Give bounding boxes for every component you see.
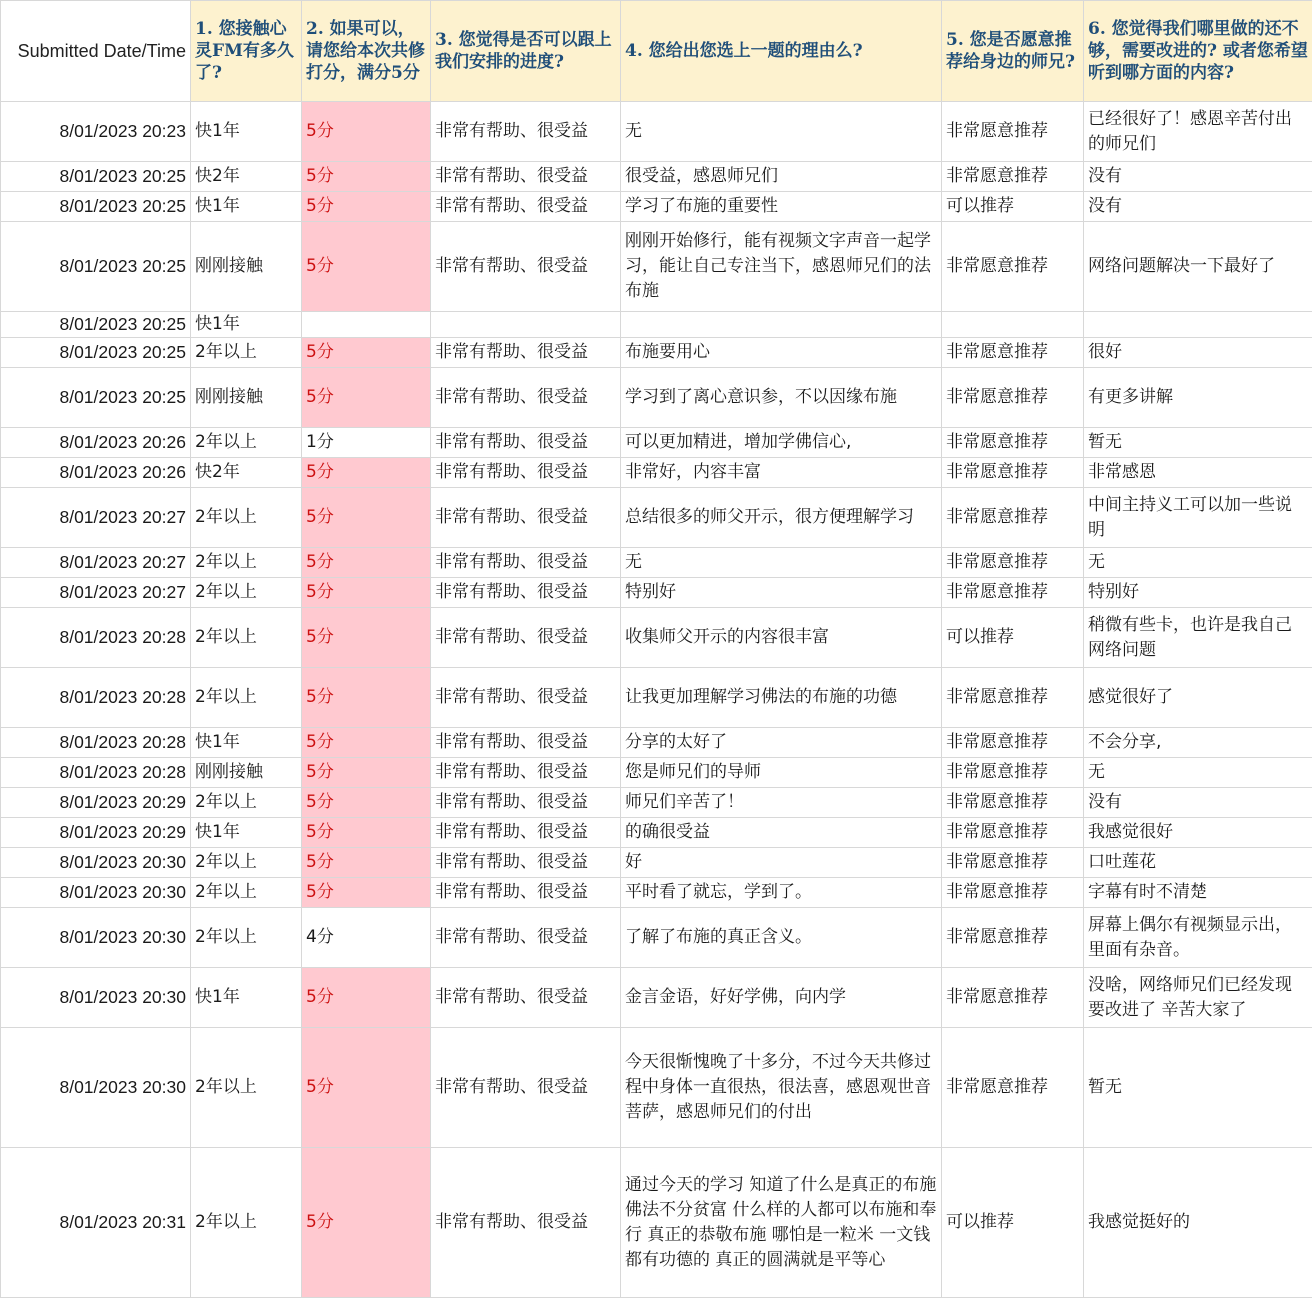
cell-q1-duration[interactable]: 快1年 <box>191 728 302 758</box>
cell-q2-score[interactable]: 5分 <box>302 788 431 818</box>
cell-q6-feedback[interactable]: 暂无 <box>1084 1028 1312 1148</box>
cell-q6-feedback[interactable]: 不会分享, <box>1084 728 1312 758</box>
cell-q1-duration[interactable]: 2年以上 <box>191 848 302 878</box>
cell-submitted[interactable]: 8/01/2023 20:27 <box>1 548 191 578</box>
cell-q3-progress[interactable]: 非常有帮助、很受益 <box>431 818 621 848</box>
cell-submitted[interactable]: 8/01/2023 20:25 <box>1 162 191 192</box>
cell-q2-score[interactable]: 5分 <box>302 578 431 608</box>
cell-q3-progress[interactable]: 非常有帮助、很受益 <box>431 192 621 222</box>
cell-q6-feedback[interactable] <box>1084 312 1312 338</box>
cell-q2-score[interactable]: 5分 <box>302 458 431 488</box>
cell-q5-recommend[interactable]: 非常愿意推荐 <box>942 338 1084 368</box>
cell-q1-duration[interactable]: 刚刚接触 <box>191 222 302 312</box>
table-row <box>1 102 1312 162</box>
col-header-q4[interactable]: 4. 您给出您选上一题的理由么? <box>621 1 942 102</box>
cell-q2-score[interactable]: 5分 <box>302 162 431 192</box>
cell-q3-progress[interactable]: 非常有帮助、很受益 <box>431 848 621 878</box>
table-row <box>1 788 1312 818</box>
cell-submitted[interactable]: 8/01/2023 20:25 <box>1 312 191 338</box>
cell-q3-progress[interactable]: 非常有帮助、很受益 <box>431 758 621 788</box>
cell-submitted[interactable]: 8/01/2023 20:30 <box>1 908 191 968</box>
cell-q1-duration[interactable]: 2年以上 <box>191 548 302 578</box>
cell-q6-feedback[interactable]: 字幕有时不清楚 <box>1084 878 1312 908</box>
cell-q5-recommend[interactable]: 非常愿意推荐 <box>942 578 1084 608</box>
cell-q5-recommend[interactable]: 非常愿意推荐 <box>942 222 1084 312</box>
cell-q3-progress[interactable]: 非常有帮助、很受益 <box>431 338 621 368</box>
cell-q3-progress[interactable]: 非常有帮助、很受益 <box>431 222 621 312</box>
cell-q1-duration[interactable]: 快1年 <box>191 968 302 1028</box>
cell-submitted[interactable]: 8/01/2023 20:25 <box>1 338 191 368</box>
cell-q4-reason[interactable]: 收集师父开示的内容很丰富 <box>621 608 942 668</box>
col-header-q6[interactable]: 6. 您觉得我们哪里做的还不够，需要改进的? 或者您希望听到哪方面的内容? <box>1084 1 1312 102</box>
table-row <box>1 312 1312 338</box>
cell-q1-duration[interactable]: 快1年 <box>191 818 302 848</box>
cell-submitted[interactable]: 8/01/2023 20:29 <box>1 788 191 818</box>
cell-q6-feedback[interactable]: 非常感恩 <box>1084 458 1312 488</box>
cell-q5-recommend[interactable] <box>942 312 1084 338</box>
cell-q5-recommend[interactable]: 非常愿意推荐 <box>942 968 1084 1028</box>
cell-q4-reason[interactable]: 特别好 <box>621 578 942 608</box>
cell-q5-recommend[interactable]: 非常愿意推荐 <box>942 368 1084 428</box>
table-row <box>1 548 1312 578</box>
table-row <box>1 848 1312 878</box>
cell-q4-reason[interactable]: 刚刚开始修行，能有视频文字声音一起学习，能让自己专注当下，感恩师兄们的法布施 <box>621 222 942 312</box>
cell-q2-score[interactable]: 5分 <box>302 668 431 728</box>
table-row <box>1 968 1312 1028</box>
cell-q4-reason[interactable]: 学习了布施的重要性 <box>621 192 942 222</box>
cell-q4-reason[interactable]: 金言金语，好好学佛，向内学 <box>621 968 942 1028</box>
cell-submitted[interactable]: 8/01/2023 20:25 <box>1 222 191 312</box>
cell-q3-progress[interactable]: 非常有帮助、很受益 <box>431 878 621 908</box>
table-row <box>1 162 1312 192</box>
cell-q6-feedback[interactable]: 没有 <box>1084 162 1312 192</box>
cell-q4-reason[interactable]: 很受益，感恩师兄们 <box>621 162 942 192</box>
table-row <box>1 758 1312 788</box>
cell-q2-score[interactable]: 5分 <box>302 758 431 788</box>
cell-submitted[interactable]: 8/01/2023 20:25 <box>1 192 191 222</box>
cell-q2-score[interactable]: 5分 <box>302 338 431 368</box>
cell-q2-score[interactable]: 4分 <box>302 908 431 968</box>
cell-q5-recommend[interactable]: 可以推荐 <box>942 1148 1084 1298</box>
cell-q4-reason[interactable]: 让我更加理解学习佛法的布施的功德 <box>621 668 942 728</box>
cell-q6-feedback[interactable]: 我感觉很好 <box>1084 818 1312 848</box>
cell-q2-score[interactable]: 5分 <box>302 222 431 312</box>
col-header-q2[interactable]: 2. 如果可以，请您给本次共修打分，满分5分 <box>302 1 431 102</box>
cell-q4-reason[interactable]: 师兄们辛苦了！ <box>621 788 942 818</box>
cell-submitted[interactable]: 8/01/2023 20:26 <box>1 428 191 458</box>
cell-q3-progress[interactable]: 非常有帮助、很受益 <box>431 1028 621 1148</box>
cell-q4-reason[interactable]: 您是师兄们的导师 <box>621 758 942 788</box>
cell-q3-progress[interactable]: 非常有帮助、很受益 <box>431 368 621 428</box>
cell-q1-duration[interactable]: 2年以上 <box>191 668 302 728</box>
cell-q2-score[interactable]: 5分 <box>302 1148 431 1298</box>
cell-q5-recommend[interactable]: 非常愿意推荐 <box>942 102 1084 162</box>
cell-q1-duration[interactable]: 2年以上 <box>191 428 302 458</box>
cell-q5-recommend[interactable]: 非常愿意推荐 <box>942 428 1084 458</box>
cell-submitted[interactable]: 8/01/2023 20:27 <box>1 488 191 548</box>
table-row <box>1 458 1312 488</box>
cell-q5-recommend[interactable]: 非常愿意推荐 <box>942 758 1084 788</box>
cell-submitted[interactable]: 8/01/2023 20:30 <box>1 848 191 878</box>
cell-q3-progress[interactable]: 非常有帮助、很受益 <box>431 458 621 488</box>
cell-q4-reason[interactable]: 好 <box>621 848 942 878</box>
cell-submitted[interactable]: 8/01/2023 20:30 <box>1 878 191 908</box>
cell-q2-score[interactable] <box>302 312 431 338</box>
cell-q1-duration[interactable]: 2年以上 <box>191 608 302 668</box>
cell-q5-recommend[interactable]: 非常愿意推荐 <box>942 848 1084 878</box>
table-row <box>1 222 1312 312</box>
col-header-q3[interactable]: 3. 您觉得是否可以跟上我们安排的进度? <box>431 1 621 102</box>
cell-q1-duration[interactable]: 刚刚接触 <box>191 758 302 788</box>
cell-q3-progress[interactable]: 非常有帮助、很受益 <box>431 1148 621 1298</box>
cell-q5-recommend[interactable]: 非常愿意推荐 <box>942 162 1084 192</box>
cell-q5-recommend[interactable]: 非常愿意推荐 <box>942 788 1084 818</box>
cell-q1-duration[interactable]: 2年以上 <box>191 908 302 968</box>
cell-q2-score[interactable]: 5分 <box>302 878 431 908</box>
cell-q5-recommend[interactable]: 非常愿意推荐 <box>942 878 1084 908</box>
cell-q3-progress[interactable]: 非常有帮助、很受益 <box>431 102 621 162</box>
cell-q1-duration[interactable]: 2年以上 <box>191 878 302 908</box>
table-row <box>1 368 1312 428</box>
cell-q2-score[interactable]: 5分 <box>302 192 431 222</box>
col-header-q5[interactable]: 5. 您是否愿意推荐给身边的师兄? <box>942 1 1084 102</box>
cell-q3-progress[interactable] <box>431 312 621 338</box>
cell-submitted[interactable]: 8/01/2023 20:30 <box>1 968 191 1028</box>
cell-q4-reason[interactable]: 无 <box>621 102 942 162</box>
table-row <box>1 488 1312 548</box>
table-row <box>1 608 1312 668</box>
cell-q3-progress[interactable]: 非常有帮助、很受益 <box>431 668 621 728</box>
cell-q1-duration[interactable]: 快1年 <box>191 192 302 222</box>
cell-q1-duration[interactable]: 2年以上 <box>191 488 302 548</box>
cell-q4-reason[interactable]: 可以更加精进，增加学佛信心, <box>621 428 942 458</box>
cell-q2-score[interactable]: 5分 <box>302 968 431 1028</box>
cell-q6-feedback[interactable]: 特别好 <box>1084 578 1312 608</box>
cell-q6-feedback[interactable]: 稍微有些卡，也许是我自己网络问题 <box>1084 608 1312 668</box>
cell-q1-duration[interactable]: 2年以上 <box>191 1148 302 1298</box>
cell-q3-progress[interactable]: 非常有帮助、很受益 <box>431 908 621 968</box>
cell-q4-reason[interactable]: 的确很受益 <box>621 818 942 848</box>
cell-q1-duration[interactable]: 2年以上 <box>191 1028 302 1148</box>
cell-q4-reason[interactable]: 了解了布施的真正含义。 <box>621 908 942 968</box>
cell-submitted[interactable]: 8/01/2023 20:28 <box>1 728 191 758</box>
cell-submitted[interactable]: 8/01/2023 20:31 <box>1 1148 191 1298</box>
cell-submitted[interactable]: 8/01/2023 20:27 <box>1 578 191 608</box>
cell-q3-progress[interactable]: 非常有帮助、很受益 <box>431 548 621 578</box>
cell-q4-reason[interactable]: 总结很多的师父开示，很方便理解学习 <box>621 488 942 548</box>
cell-q6-feedback[interactable]: 网络问题解决一下最好了 <box>1084 222 1312 312</box>
cell-submitted[interactable]: 8/01/2023 20:26 <box>1 458 191 488</box>
table-row <box>1 878 1312 908</box>
cell-q2-score[interactable]: 5分 <box>302 1028 431 1148</box>
cell-q6-feedback[interactable]: 暂无 <box>1084 428 1312 458</box>
cell-q3-progress[interactable]: 非常有帮助、很受益 <box>431 968 621 1028</box>
col-header-submitted[interactable]: Submitted Date/Time <box>1 1 191 102</box>
cell-submitted[interactable]: 8/01/2023 20:30 <box>1 1028 191 1148</box>
cell-q4-reason[interactable] <box>621 312 942 338</box>
table-row <box>1 818 1312 848</box>
table-row <box>1 1148 1312 1298</box>
cell-q1-duration[interactable]: 快2年 <box>191 458 302 488</box>
table-row <box>1 908 1312 968</box>
cell-q6-feedback[interactable]: 没有 <box>1084 788 1312 818</box>
header-row <box>1 1 1312 102</box>
cell-q4-reason[interactable]: 无 <box>621 548 942 578</box>
cell-q3-progress[interactable]: 非常有帮助、很受益 <box>431 608 621 668</box>
cell-q4-reason[interactable]: 分享的太好了 <box>621 728 942 758</box>
cell-q5-recommend[interactable]: 非常愿意推荐 <box>942 668 1084 728</box>
cell-q1-duration[interactable]: 2年以上 <box>191 338 302 368</box>
cell-q3-progress[interactable]: 非常有帮助、很受益 <box>431 428 621 458</box>
cell-q5-recommend[interactable]: 非常愿意推荐 <box>942 818 1084 848</box>
cell-q2-score[interactable]: 5分 <box>302 102 431 162</box>
cell-q4-reason[interactable]: 通过今天的学习 知道了什么是真正的布施 佛法不分贫富 什么样的人都可以布施和奉行 真正的恭敬布施 哪怕是一粒米 一文钱 都有功德的 真正的圆满就是平等心 <box>621 1148 942 1298</box>
cell-q5-recommend[interactable]: 非常愿意推荐 <box>942 908 1084 968</box>
cell-q5-recommend[interactable]: 可以推荐 <box>942 192 1084 222</box>
cell-q3-progress[interactable]: 非常有帮助、很受益 <box>431 162 621 192</box>
cell-q1-duration[interactable]: 2年以上 <box>191 578 302 608</box>
cell-q1-duration[interactable]: 快2年 <box>191 162 302 192</box>
cell-q2-score[interactable]: 5分 <box>302 848 431 878</box>
cell-q3-progress[interactable]: 非常有帮助、很受益 <box>431 788 621 818</box>
cell-q2-score[interactable]: 5分 <box>302 368 431 428</box>
cell-q4-reason[interactable]: 今天很惭愧晚了十多分，不过今天共修过程中身体一直很热，很法喜，感恩观世音菩萨，感恩师兄们的付出 <box>621 1028 942 1148</box>
table-row <box>1 728 1312 758</box>
cell-q2-score[interactable]: 5分 <box>302 608 431 668</box>
table-row <box>1 668 1312 728</box>
cell-q6-feedback[interactable]: 口吐莲花 <box>1084 848 1312 878</box>
cell-submitted[interactable]: 8/01/2023 20:29 <box>1 818 191 848</box>
cell-q4-reason[interactable]: 布施要用心 <box>621 338 942 368</box>
cell-q5-recommend[interactable]: 可以推荐 <box>942 608 1084 668</box>
cell-q1-duration[interactable]: 快1年 <box>191 312 302 338</box>
table-row <box>1 338 1312 368</box>
col-header-q1[interactable]: 1. 您接触心灵FM有多久了? <box>191 1 302 102</box>
cell-q5-recommend[interactable]: 非常愿意推荐 <box>942 728 1084 758</box>
cell-q2-score[interactable]: 5分 <box>302 488 431 548</box>
cell-q3-progress[interactable]: 非常有帮助、很受益 <box>431 728 621 758</box>
cell-q6-feedback[interactable]: 屏幕上偶尔有视频显示出，里面有杂音。 <box>1084 908 1312 968</box>
cell-q2-score[interactable]: 5分 <box>302 548 431 578</box>
cell-q3-progress[interactable]: 非常有帮助、很受益 <box>431 578 621 608</box>
cell-q6-feedback[interactable]: 无 <box>1084 548 1312 578</box>
cell-q5-recommend[interactable]: 非常愿意推荐 <box>942 1028 1084 1148</box>
cell-q6-feedback[interactable]: 感觉很好了 <box>1084 668 1312 728</box>
cell-q5-recommend[interactable]: 非常愿意推荐 <box>942 548 1084 578</box>
table-row <box>1 578 1312 608</box>
table-row <box>1 428 1312 458</box>
cell-q4-reason[interactable]: 学习到了离心意识参，不以因缘布施 <box>621 368 942 428</box>
table-body <box>1 102 1312 1298</box>
cell-submitted[interactable]: 8/01/2023 20:28 <box>1 668 191 728</box>
cell-q4-reason[interactable]: 平时看了就忘，学到了。 <box>621 878 942 908</box>
cell-submitted[interactable]: 8/01/2023 20:28 <box>1 608 191 668</box>
cell-q4-reason[interactable]: 非常好，内容丰富 <box>621 458 942 488</box>
cell-q6-feedback[interactable]: 中间主持义工可以加一些说明 <box>1084 488 1312 548</box>
cell-q6-feedback[interactable]: 我感觉挺好的 <box>1084 1148 1312 1298</box>
cell-submitted[interactable]: 8/01/2023 20:25 <box>1 368 191 428</box>
table-row <box>1 192 1312 222</box>
cell-q5-recommend[interactable]: 非常愿意推荐 <box>942 458 1084 488</box>
cell-q3-progress[interactable]: 非常有帮助、很受益 <box>431 488 621 548</box>
cell-q2-score[interactable]: 1分 <box>302 428 431 458</box>
cell-submitted[interactable]: 8/01/2023 20:23 <box>1 102 191 162</box>
cell-q6-feedback[interactable]: 有更多讲解 <box>1084 368 1312 428</box>
cell-q1-duration[interactable]: 刚刚接触 <box>191 368 302 428</box>
cell-q6-feedback[interactable]: 很好 <box>1084 338 1312 368</box>
cell-q1-duration[interactable]: 2年以上 <box>191 788 302 818</box>
cell-q6-feedback[interactable]: 已经很好了！感恩辛苦付出的师兄们 <box>1084 102 1312 162</box>
table-row <box>1 1028 1312 1148</box>
cell-q6-feedback[interactable]: 无 <box>1084 758 1312 788</box>
cell-submitted[interactable]: 8/01/2023 20:28 <box>1 758 191 788</box>
cell-q1-duration[interactable]: 快1年 <box>191 102 302 162</box>
cell-q2-score[interactable]: 5分 <box>302 728 431 758</box>
cell-q2-score[interactable]: 5分 <box>302 818 431 848</box>
cell-q5-recommend[interactable]: 非常愿意推荐 <box>942 488 1084 548</box>
cell-q6-feedback[interactable]: 没啥，网络师兄们已经发现要改进了 辛苦大家了 <box>1084 968 1312 1028</box>
cell-q6-feedback[interactable]: 没有 <box>1084 192 1312 222</box>
